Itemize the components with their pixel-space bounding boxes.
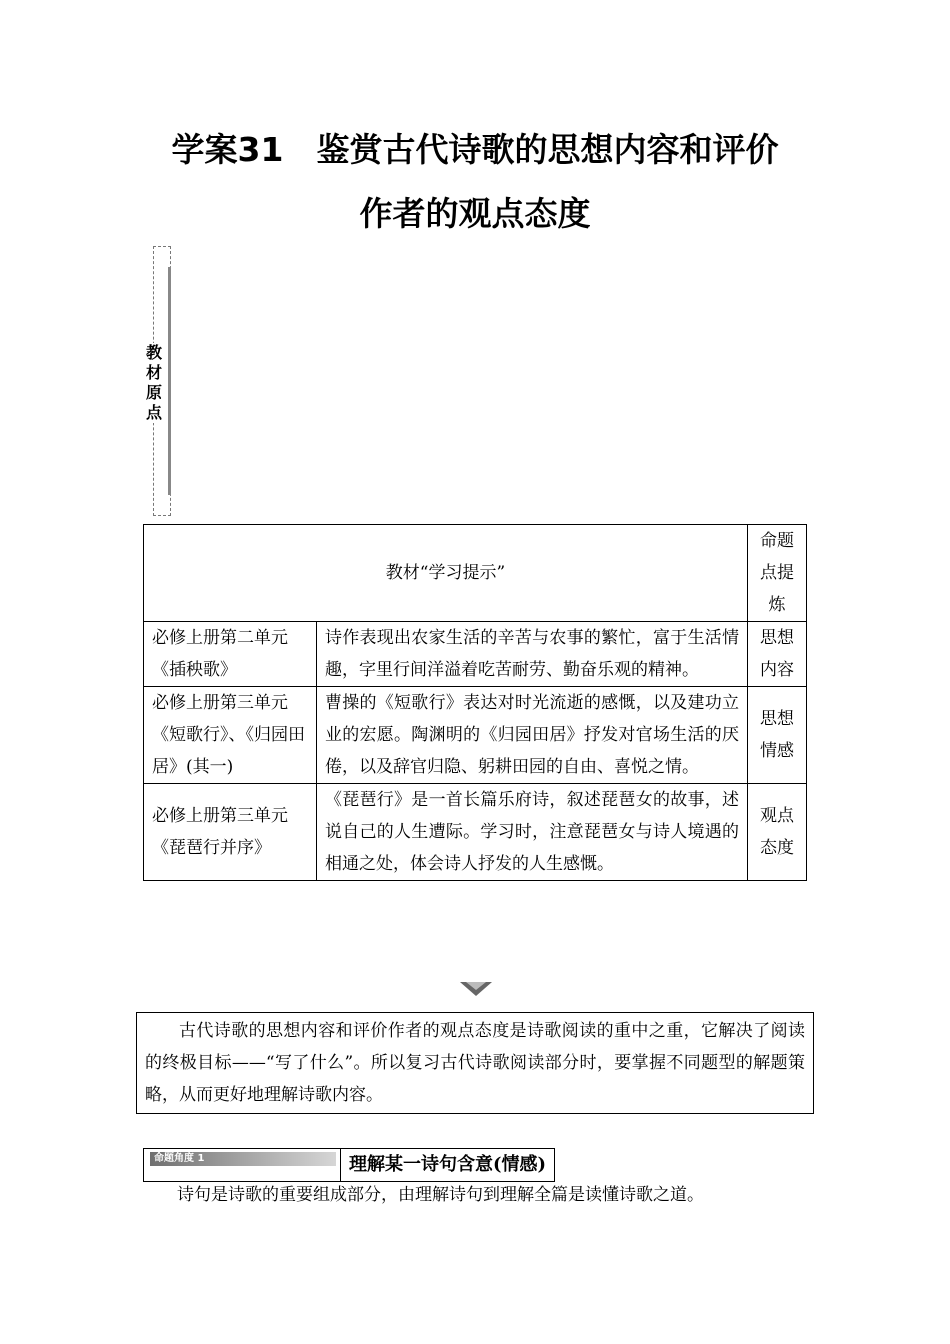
section-badge: [144, 1149, 341, 1181]
side-tag-bar: [168, 267, 171, 495]
section-title: 理解某一诗句含意(情感): [349, 1154, 547, 1175]
page-title-line2: 作者的观点态度: [359, 194, 591, 233]
learning-hint-table: [143, 524, 807, 881]
side-tag: [145, 246, 171, 516]
down-arrow-inner-icon: [466, 982, 486, 990]
side-tag-label: 教材原点: [142, 343, 166, 423]
intro-paragraph: 诗句是诗歌的重要组成部分，由理解诗句到理解全篇是读懂诗歌之道。: [177, 1185, 704, 1205]
table-row: [144, 687, 807, 784]
row-source-cell: 必修上册第三单元《琵琶行并序》: [144, 784, 317, 881]
header-side-cell: 命题点提炼: [748, 525, 807, 622]
row-point-cell: 思想情感: [748, 687, 807, 784]
row-hint-cell: 《琵琶行》是一首长篇乐府诗，叙述琵琶女的故事，述说自己的人生遭际。学习时，注意琵琶女与诗人境遇的相通之处，体会诗人抒发的人生感慨。: [317, 784, 748, 881]
row-source-cell: 必修上册第三单元《短歌行》、《归园田居》(其一): [144, 687, 317, 784]
page-title-line1: 学案31 鉴赏古代诗歌的思想内容和评价: [171, 130, 779, 169]
table-row: [144, 784, 807, 881]
row-source-cell: 必修上册第二单元《插秧歌》: [144, 622, 317, 687]
summary-box: 古代诗歌的思想内容和评价作者的观点态度是诗歌阅读的重中之重，它解决了阅读的终极目标——“写了什么”。所以复习古代诗歌阅读部分时，要掌握不同题型的解题策略，从而更好地理解诗歌内容。: [136, 1012, 814, 1114]
row-hint-cell: 诗作表现出农家生活的辛苦与农事的繁忙，富于生活情趣，字里行间洋溢着吃苦耐劳、勤奋乐观的精神。: [317, 622, 748, 687]
table-row: [144, 622, 807, 687]
row-point-cell: 观点态度: [748, 784, 807, 881]
header-main-cell: 教材“学习提示”: [144, 525, 748, 622]
row-hint-cell: 曹操的《短歌行》表达对时光流逝的感慨，以及建功立业的宏愿。陶渊明的《归园田居》抒发对官场生活的厌倦，以及辞官归隐、躬耕田园的自由、喜悦之情。: [317, 687, 748, 784]
table-header-row: [144, 525, 807, 622]
section-header: [143, 1148, 555, 1182]
row-point-cell: 思想内容: [748, 622, 807, 687]
section-badge-text: 命题角度 1: [154, 1153, 205, 1164]
